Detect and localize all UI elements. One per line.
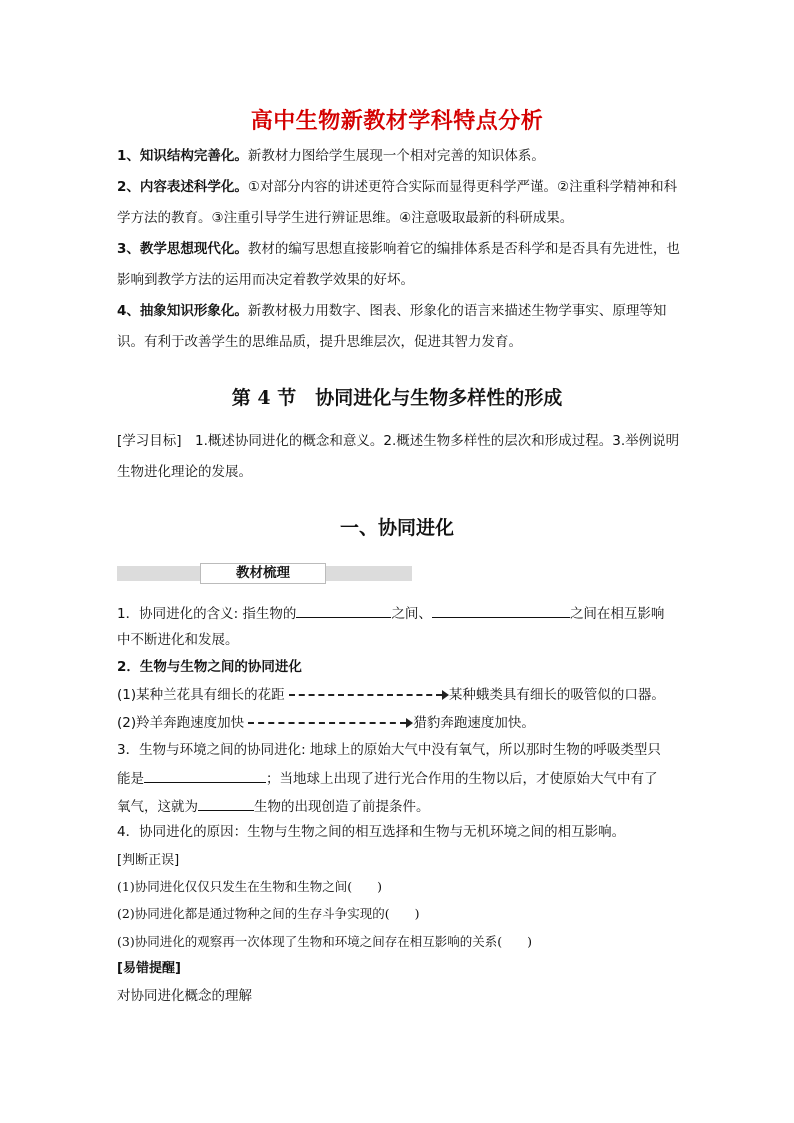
- section-title: 第 4 节 协同进化与生物多样性的形成: [231, 387, 563, 409]
- feature-4-text: 新教材极力用数字、图表、形象化的语言来描述生物学事实、原理等知识。有利于改善学生的思维品质，提升思维层次，促进其智力发育。: [117, 303, 667, 350]
- item-3-text-e: 生物的出现创造了前提条件。: [254, 799, 430, 815]
- item-2-1-text-b: 某种蛾类具有细长的吸管似的口器。: [448, 687, 665, 703]
- feature-2-text: ①对部分内容的讲述更符合实际而显得更科学严谨。②注重科学精神和科学方法的教育。③注重引导学生进行辨证思维。④注意吸取最新的科研成果。: [117, 179, 678, 226]
- dashed-arrow-icon: [248, 718, 413, 728]
- item-3-line-2: [117, 768, 687, 788]
- tip-text: 对协同进化概念的理解: [117, 988, 252, 1004]
- feature-4: [117, 296, 682, 358]
- feature-3-text: 教材的编写思想直接影响着它的编排体系是否科学和是否具有先进性，也影响到教学方法的运用而决定着教学效果的好坏。: [117, 241, 680, 288]
- tip-heading: [易错提醒]: [117, 961, 181, 976]
- item-3-text-b: 能是: [117, 771, 144, 787]
- item-2-1-text-a: (1)某种兰花具有细长的花距: [117, 687, 285, 703]
- judge-item-1: (1)协同进化仅仅只发生在生物和生物之间( ): [117, 879, 382, 894]
- item-2-2-text-b: 猎豹奔跑速度加快。: [413, 715, 535, 731]
- item-2-2: [117, 714, 687, 732]
- feature-3-head: 3、教学思想现代化。: [117, 241, 248, 257]
- item-1-text-a: 1．协同进化的含义: 指生物的: [117, 606, 297, 622]
- main-title: 高中生物新教材学科特点分析: [250, 109, 544, 134]
- fill-blank[interactable]: [198, 796, 254, 811]
- item-3-line-1: 3．生物与环境之间的协同进化: 地球上的原始大气中没有氧气，所以那时生物的呼吸类型只: [117, 742, 661, 758]
- item-1-line-1: [117, 603, 687, 623]
- item-3-text-c: ；当地球上出现了进行光合作用的生物以后，才使原始大气中有了: [266, 771, 658, 787]
- item-3-text-d: 氧气，这就为: [117, 799, 198, 815]
- item-2-heading: 2．生物与生物之间的协同进化: [117, 659, 302, 675]
- judge-item-2: (2)协同进化都是通过物种之间的生存斗争实现的( ): [117, 906, 420, 921]
- fill-blank[interactable]: [296, 603, 391, 618]
- feature-4-head: 4、抽象知识形象化。: [117, 303, 248, 319]
- fill-blank[interactable]: [144, 768, 266, 783]
- feature-1: [117, 141, 682, 172]
- judge-item-3: (3)协同进化的观察再一次体现了生物和环境之间存在相互影响的关系( ): [117, 934, 532, 949]
- item-1-text-c: 之间在相互影响: [569, 606, 665, 622]
- feature-2-head: 2、内容表述科学化。: [117, 179, 248, 195]
- item-4: 4．协同进化的原因：生物与生物之间的相互选择和生物与无机环境之间的相互影响。: [117, 824, 626, 840]
- learning-objectives: [学习目标] 1.概述协同进化的概念和意义。2.概述生物多样性的层次和形成过程。3.举例说明生物进化理论的发展。: [117, 433, 680, 480]
- box-label: 教材梳理: [200, 563, 326, 584]
- part-title: 一、协同进化: [339, 517, 454, 539]
- feature-3: [117, 234, 682, 296]
- item-3-line-3: [117, 796, 687, 816]
- feature-1-text: 新教材力图给学生展现一个相对完善的知识体系。: [247, 148, 545, 164]
- dashed-arrow-icon: [289, 690, 449, 700]
- feature-2: [117, 172, 682, 234]
- item-1-line-2: 中不断进化和发展。: [117, 632, 239, 648]
- item-2-2-text-a: (2)羚羊奔跑速度加快: [117, 715, 245, 731]
- feature-1-head: 1、知识结构完善化。: [117, 148, 248, 164]
- item-2-1: [117, 686, 687, 704]
- fill-blank[interactable]: [432, 603, 570, 618]
- judge-heading: [判断正误]: [117, 853, 180, 868]
- item-1-text-b: 之间、: [391, 606, 432, 622]
